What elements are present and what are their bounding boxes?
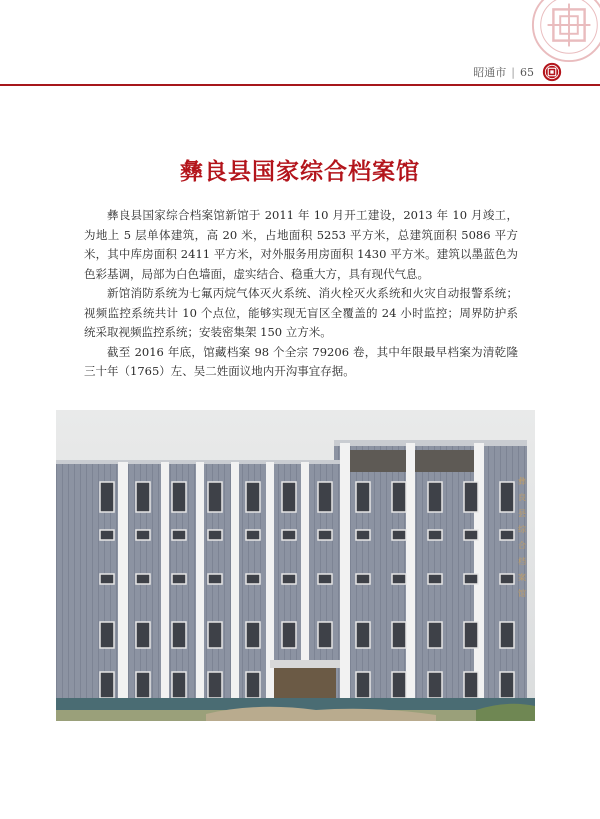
paragraph-3: 截至 2016 年底，馆藏档案 98 个全宗 79206 卷，其中年限最早档案为清乾隆三十年（1765）左、吴二姓面议地内开沟事宜存据。 [84,344,518,378]
seal-logo-icon [542,62,562,82]
svg-text:综: 综 [518,525,526,534]
svg-text:合: 合 [518,541,526,550]
svg-text:档: 档 [518,557,526,566]
paragraph-2: 新馆消防系统为七氟丙烷气体灭火系统、消火栓灭火系统和火灾自动报警系统；视频监控系统共计 10 个点位，能够实现无盲区全覆盖的 24 小时监控；周界防护系统采取视频监控系统；安装密集架 150 立方米。 [84,286,518,339]
svg-text:县: 县 [518,509,526,518]
svg-text:馆: 馆 [518,589,526,598]
svg-text:彝: 彝 [518,477,526,486]
header-rule [0,84,600,86]
header-separator: | [511,65,515,79]
running-header [473,62,562,82]
page-number: 65 [520,65,534,79]
building-photo [56,410,535,721]
paragraph-1: 彝良县国家综合档案馆新馆于 2011 年 10 月开工建设，2013 年 10 月竣工，为地上 5 层单体建筑，高 20 米，占地面积 5253 平方米，总建筑面积 5086 平方米，其中库房面积 2411 平方米，对外服务用房面积 1430 平方米。建筑以墨蓝色为色彩基调，局部为白色墙面，虚实结合、稳重大方，具有现代气息。 [84,208,518,281]
header-region: 昭通市 [473,66,507,79]
article-title: 彝良县国家综合档案馆 [180,159,420,186]
svg-text:良: 良 [518,493,526,502]
article-body [84,206,518,382]
seal-watermark-icon [530,0,600,64]
svg-text:案: 案 [518,573,526,582]
building-illustration [56,410,535,721]
